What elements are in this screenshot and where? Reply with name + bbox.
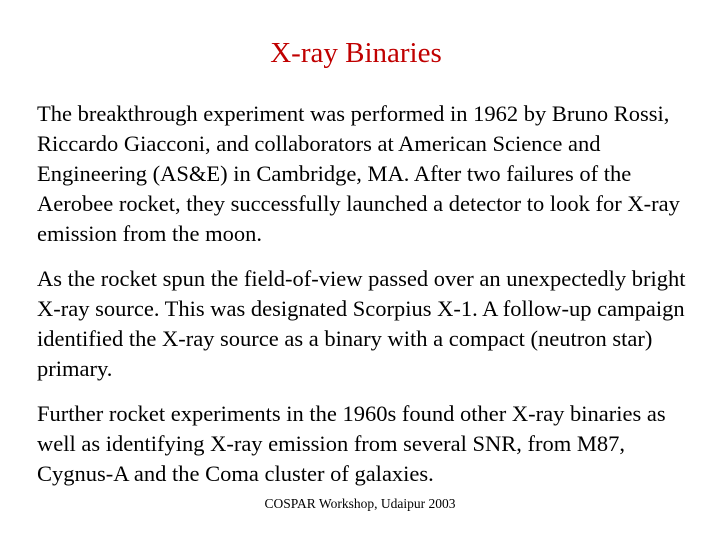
paragraph-further-experiments: Further rocket experiments in the 1960s found other X-ray binaries as well as identifying X-ray emission from several SNR, from M87, Cygnus-A and the Coma cluster of galaxies. (37, 401, 666, 486)
slide-footer: COSPAR Workshop, Udaipur 2003 (264, 496, 456, 511)
slide-title: X-ray Binaries (270, 37, 442, 69)
paragraph-discovery-experiment: The breakthrough experiment was performed in 1962 by Bruno Rossi, Riccardo Giacconi, and collaborators at American Science and Engineering (AS&E) in Cambridge, MA. After two failures of the Aerobee rocket, they successfully launched a detector to look for X-ray emission from the moon. (37, 101, 680, 246)
slide-body (37, 99, 697, 504)
paragraph-scorpius-x1: As the rocket spun the field-of-view passed over an unexpectedly bright X-ray source. This was designated Scorpius X-1. A follow-up campaign identified the X-ray source as a binary with a compact (neutron star) primary. (37, 266, 686, 381)
